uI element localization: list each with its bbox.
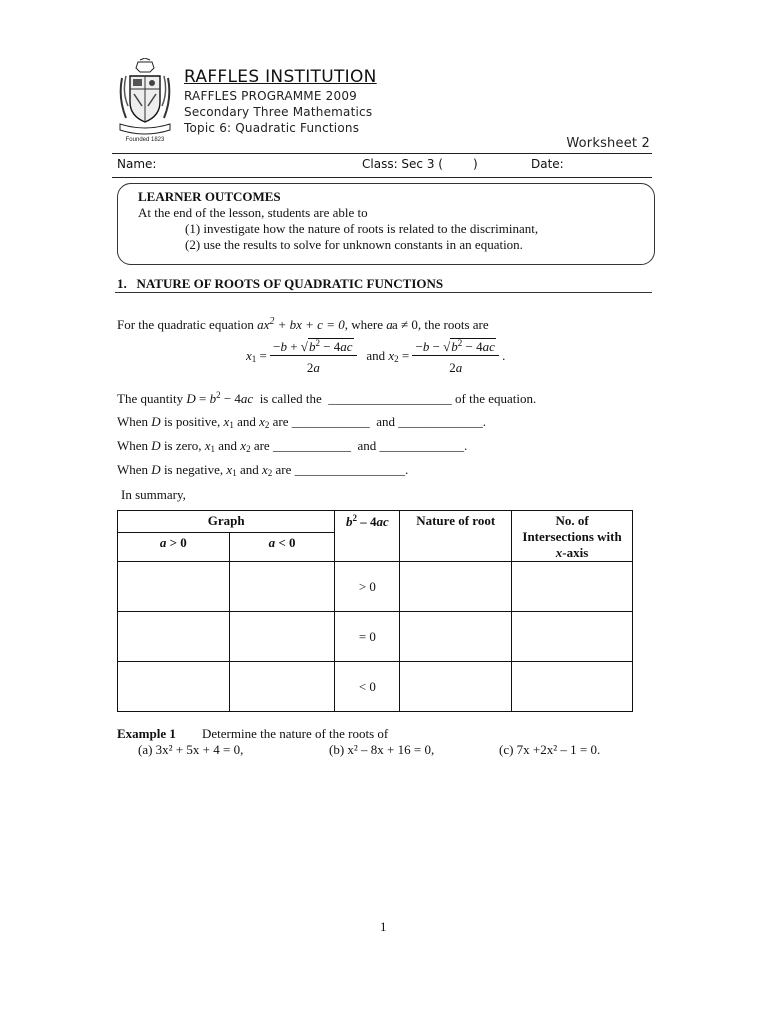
outcomes-title: LEARNER OUTCOMES (138, 189, 281, 204)
worksheet-label: Worksheet 2 (566, 136, 650, 151)
disc-cell: = 0 (335, 612, 400, 662)
graph-cell[interactable] (229, 612, 335, 662)
nature-cell[interactable] (400, 662, 512, 712)
intersections-cell[interactable] (512, 612, 633, 662)
info-divider (112, 177, 652, 178)
table-row (118, 562, 633, 612)
zero-line: When D is zero, $x_1$ and $x_2$ are ____________ and _____________. (117, 438, 468, 454)
intersections-cell[interactable] (512, 562, 633, 612)
page-number: 1 (380, 919, 387, 934)
section-heading: 1. NATURE OF ROOTS OF QUADRATIC FUNCTIONS (117, 276, 444, 291)
a-positive-header: a > 0 (118, 532, 230, 561)
example-prompt: Determine the nature of the roots of (202, 726, 389, 741)
level-line: Secondary Three Mathematics (184, 105, 373, 119)
example-part-c: (c) 7x +2x² – 1 = 0. (499, 742, 601, 757)
graph-header: Graph (118, 511, 335, 533)
graph-cell[interactable] (118, 662, 230, 712)
example-part-b: (b) x² – 8x + 16 = 0, (329, 742, 435, 757)
outcome-item: (1) investigate how the nature of roots is related to the discriminant, (185, 221, 539, 236)
class-label: Class: Sec 3 ( (362, 157, 443, 171)
nature-header: Nature of root (400, 511, 512, 562)
name-label: Name: (117, 157, 157, 171)
institution-title: RAFFLES INSTITUTION (184, 67, 377, 87)
example-part-a: (a) 3x² + 5x + 4 = 0, (138, 742, 244, 757)
a-negative-header: a < 0 (229, 532, 335, 561)
outcomes-intro: At the end of the lesson, students are able to (138, 205, 368, 220)
nature-cell[interactable] (400, 612, 512, 662)
disc-cell: > 0 (335, 562, 400, 612)
quadratic-formula: $x_1$ = $\frac{-b + √b^2 - 4ac}{2a}$ and $x_2$ = $\frac{-b - √b^2 - 4ac}{2a}$ . (246, 338, 506, 375)
topic-line: Topic 6: Quadratic Functions (184, 121, 360, 135)
and-word: and (366, 347, 386, 363)
graph-cell[interactable] (118, 612, 230, 662)
outcome-item: (2) use the results to solve for unknown constants in an equation. (185, 237, 523, 252)
intersections-header: No. of Intersections with x-axis (512, 511, 633, 562)
intersections-cell[interactable] (512, 662, 633, 712)
graph-cell[interactable] (229, 662, 335, 712)
header-divider (112, 153, 652, 154)
school-crest-logo (116, 58, 174, 142)
quadratic-intro-line: For the quadratic equation $ax^2$ + bx + c = 0, where a a ≠ 0, the roots are (117, 316, 489, 332)
graph-cell[interactable] (118, 562, 230, 612)
crest-caption: Founded 1823 (125, 137, 165, 142)
positive-line: When D is positive, $x_1$ and $x_2$ are ____________ and _____________. (117, 414, 487, 430)
example-label: Example 1 (117, 726, 176, 741)
table-row (118, 662, 633, 712)
table-row (118, 612, 633, 662)
graph-cell[interactable] (229, 562, 335, 612)
discriminant-line: The quantity $D = b^2 - 4ac$ is called the ___________________ of the equation. (117, 390, 537, 406)
date-label: Date: (531, 157, 564, 171)
section-underline (115, 292, 652, 293)
programme-line: RAFFLES PROGRAMME 2009 (184, 89, 357, 103)
discriminant-header: $b^2 - 4ac$ (335, 511, 400, 562)
summary-table (117, 510, 633, 712)
class-close: ) (473, 157, 478, 171)
disc-cell: < 0 (335, 662, 400, 712)
negative-line: When D is negative, $x_1$ and $x_2$ are _________________. (117, 462, 409, 478)
nature-cell[interactable] (400, 562, 512, 612)
summary-label: In summary, (121, 487, 186, 502)
